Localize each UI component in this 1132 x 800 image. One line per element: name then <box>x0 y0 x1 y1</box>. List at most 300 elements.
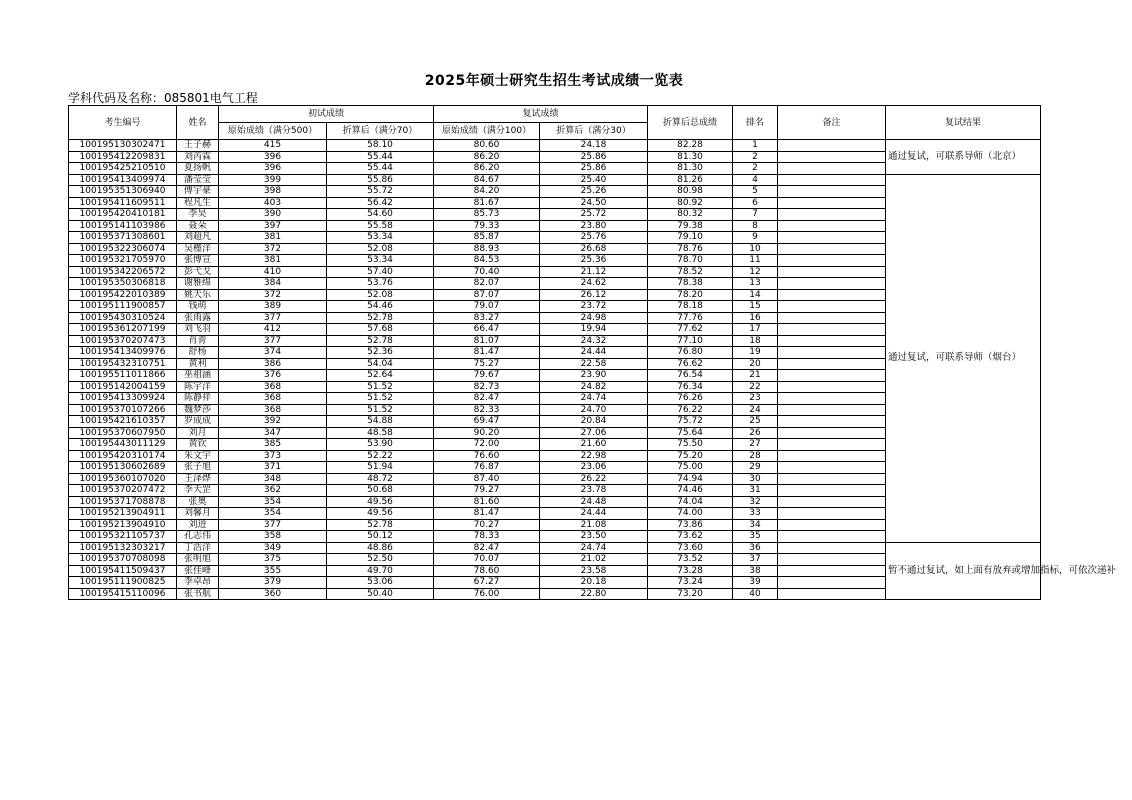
rank-cell: 11 <box>733 255 778 267</box>
note-cell <box>778 393 886 405</box>
student-name-cell: 张书航 <box>177 588 219 600</box>
prelim-scaled-cell: 54.46 <box>327 301 434 313</box>
retest-scaled-cell: 25.86 <box>540 163 648 175</box>
note-cell <box>778 439 886 451</box>
header-id: 考生编号 <box>69 106 177 140</box>
prelim-raw-cell: 381 <box>219 232 327 244</box>
total-score-cell: 75.20 <box>648 450 733 462</box>
subject-line: 学科代码及名称：085801电气工程 <box>68 91 258 105</box>
prelim-scaled-cell: 52.22 <box>327 450 434 462</box>
prelim-raw-cell: 396 <box>219 163 327 175</box>
student-name-cell: 张佳峰 <box>177 565 219 577</box>
header-total: 折算后总成绩 <box>648 106 733 140</box>
retest-scaled-cell: 26.22 <box>540 473 648 485</box>
prelim-scaled-cell: 54.88 <box>327 416 434 428</box>
student-id-cell: 100195370708098 <box>69 554 177 566</box>
total-score-cell: 78.38 <box>648 278 733 290</box>
prelim-scaled-cell: 50.68 <box>327 485 434 497</box>
note-cell <box>778 186 886 198</box>
prelim-scaled-cell: 52.78 <box>327 335 434 347</box>
student-name-cell: 彭弋戈 <box>177 266 219 278</box>
retest-raw-cell: 79.27 <box>434 485 540 497</box>
student-id-cell: 100195132303217 <box>69 542 177 554</box>
student-name-cell: 刘飞羽 <box>177 324 219 336</box>
total-score-cell: 75.72 <box>648 416 733 428</box>
note-cell <box>778 278 886 290</box>
rank-cell: 29 <box>733 462 778 474</box>
prelim-scaled-cell: 51.52 <box>327 404 434 416</box>
total-score-cell: 78.70 <box>648 255 733 267</box>
retest-scaled-cell: 20.18 <box>540 577 648 589</box>
total-score-cell: 76.22 <box>648 404 733 416</box>
total-score-cell: 77.62 <box>648 324 733 336</box>
retest-raw-cell: 79.07 <box>434 301 540 313</box>
rank-cell: 20 <box>733 358 778 370</box>
retest-raw-cell: 81.47 <box>434 508 540 520</box>
rank-cell: 35 <box>733 531 778 543</box>
total-score-cell: 75.50 <box>648 439 733 451</box>
total-score-cell: 76.34 <box>648 381 733 393</box>
header-prelim-scaled: 折算后（满分70） <box>327 123 434 140</box>
rank-cell: 12 <box>733 266 778 278</box>
rank-cell: 5 <box>733 186 778 198</box>
student-id-cell: 100195350306818 <box>69 278 177 290</box>
student-name-cell: 肖青 <box>177 335 219 347</box>
note-cell <box>778 197 886 209</box>
note-cell <box>778 577 886 589</box>
retest-raw-cell: 81.07 <box>434 335 540 347</box>
total-score-cell: 76.62 <box>648 358 733 370</box>
retest-scaled-cell: 24.62 <box>540 278 648 290</box>
prelim-scaled-cell: 53.76 <box>327 278 434 290</box>
retest-raw-cell: 80.60 <box>434 140 540 152</box>
retest-scaled-cell: 21.12 <box>540 266 648 278</box>
note-cell <box>778 519 886 531</box>
prelim-scaled-cell: 55.72 <box>327 186 434 198</box>
note-cell <box>778 312 886 324</box>
student-name-cell: 魏梦莎 <box>177 404 219 416</box>
student-id-cell: 100195342206572 <box>69 266 177 278</box>
prelim-raw-cell: 362 <box>219 485 327 497</box>
prelim-raw-cell: 368 <box>219 381 327 393</box>
student-id-cell: 100195142004159 <box>69 381 177 393</box>
student-id-cell: 100195111900857 <box>69 301 177 313</box>
prelim-raw-cell: 377 <box>219 519 327 531</box>
student-id-cell: 100195370207473 <box>69 335 177 347</box>
prelim-raw-cell: 396 <box>219 151 327 163</box>
prelim-scaled-cell: 49.70 <box>327 565 434 577</box>
retest-scaled-cell: 19.94 <box>540 324 648 336</box>
total-score-cell: 79.38 <box>648 220 733 232</box>
retest-raw-cell: 83.27 <box>434 312 540 324</box>
retest-raw-cell: 84.67 <box>434 174 540 186</box>
note-cell <box>778 427 886 439</box>
student-id-cell: 100195371308601 <box>69 232 177 244</box>
rank-cell: 9 <box>733 232 778 244</box>
total-score-cell: 82.28 <box>648 140 733 152</box>
rank-cell: 6 <box>733 197 778 209</box>
student-name-cell: 程凡生 <box>177 197 219 209</box>
student-name-cell: 罗成成 <box>177 416 219 428</box>
note-cell <box>778 496 886 508</box>
retest-scaled-cell: 24.98 <box>540 312 648 324</box>
retest-raw-cell: 81.60 <box>434 496 540 508</box>
prelim-scaled-cell: 52.50 <box>327 554 434 566</box>
prelim-scaled-cell: 50.12 <box>327 531 434 543</box>
note-cell <box>778 358 886 370</box>
prelim-raw-cell: 410 <box>219 266 327 278</box>
prelim-raw-cell: 348 <box>219 473 327 485</box>
retest-scaled-cell: 24.44 <box>540 347 648 359</box>
retest-scaled-cell: 25.26 <box>540 186 648 198</box>
retest-raw-cell: 70.07 <box>434 554 540 566</box>
student-id-cell: 100195213904910 <box>69 519 177 531</box>
rank-cell: 23 <box>733 393 778 405</box>
prelim-raw-cell: 374 <box>219 347 327 359</box>
prelim-scaled-cell: 50.40 <box>327 588 434 600</box>
retest-raw-cell: 78.33 <box>434 531 540 543</box>
retest-raw-cell: 79.33 <box>434 220 540 232</box>
student-id-cell: 100195430310524 <box>69 312 177 324</box>
note-cell <box>778 151 886 163</box>
retest-raw-cell: 90.20 <box>434 427 540 439</box>
prelim-scaled-cell: 51.52 <box>327 381 434 393</box>
total-score-cell: 77.76 <box>648 312 733 324</box>
student-id-cell: 100195412209831 <box>69 151 177 163</box>
retest-raw-cell: 87.07 <box>434 289 540 301</box>
note-cell <box>778 542 886 554</box>
prelim-raw-cell: 397 <box>219 220 327 232</box>
note-cell <box>778 140 886 152</box>
retest-scaled-cell: 21.60 <box>540 439 648 451</box>
retest-scaled-cell: 23.50 <box>540 531 648 543</box>
prelim-raw-cell: 392 <box>219 416 327 428</box>
student-id-cell: 100195413409976 <box>69 347 177 359</box>
prelim-raw-cell: 368 <box>219 404 327 416</box>
student-id-cell: 100195111900825 <box>69 577 177 589</box>
rank-cell: 16 <box>733 312 778 324</box>
rank-cell: 7 <box>733 209 778 221</box>
total-score-cell: 80.98 <box>648 186 733 198</box>
note-cell <box>778 473 886 485</box>
student-name-cell: 聂朵 <box>177 220 219 232</box>
prelim-scaled-cell: 55.86 <box>327 174 434 186</box>
student-name-cell: 张子旭 <box>177 462 219 474</box>
prelim-raw-cell: 373 <box>219 450 327 462</box>
prelim-raw-cell: 347 <box>219 427 327 439</box>
prelim-raw-cell: 355 <box>219 565 327 577</box>
student-id-cell: 100195421610357 <box>69 416 177 428</box>
student-id-cell: 100195422010389 <box>69 289 177 301</box>
prelim-raw-cell: 398 <box>219 186 327 198</box>
prelim-raw-cell: 389 <box>219 301 327 313</box>
total-score-cell: 80.92 <box>648 197 733 209</box>
prelim-scaled-cell: 48.58 <box>327 427 434 439</box>
student-name-cell: 王子赫 <box>177 140 219 152</box>
retest-raw-cell: 66.47 <box>434 324 540 336</box>
total-score-cell: 73.60 <box>648 542 733 554</box>
note-cell <box>778 232 886 244</box>
note-cell <box>778 347 886 359</box>
note-cell <box>778 462 886 474</box>
retest-scaled-cell: 24.74 <box>540 542 648 554</box>
note-cell <box>778 450 886 462</box>
student-name-cell: 姚天乐 <box>177 289 219 301</box>
total-score-cell: 81.26 <box>648 174 733 186</box>
note-cell <box>778 209 886 221</box>
prelim-raw-cell: 358 <box>219 531 327 543</box>
prelim-raw-cell: 385 <box>219 439 327 451</box>
rank-cell: 25 <box>733 416 778 428</box>
prelim-scaled-cell: 56.42 <box>327 197 434 209</box>
prelim-raw-cell: 360 <box>219 588 327 600</box>
rank-cell: 32 <box>733 496 778 508</box>
rank-cell: 19 <box>733 347 778 359</box>
total-score-cell: 74.94 <box>648 473 733 485</box>
header-prelim-raw: 原始成绩（满分500） <box>219 123 327 140</box>
prelim-scaled-cell: 49.56 <box>327 496 434 508</box>
total-score-cell: 78.20 <box>648 289 733 301</box>
total-score-cell: 79.10 <box>648 232 733 244</box>
prelim-scaled-cell: 51.94 <box>327 462 434 474</box>
note-cell <box>778 255 886 267</box>
student-name-cell: 陈宇洋 <box>177 381 219 393</box>
total-score-cell: 75.64 <box>648 427 733 439</box>
note-cell <box>778 335 886 347</box>
student-id-cell: 100195511011866 <box>69 370 177 382</box>
total-score-cell: 78.52 <box>648 266 733 278</box>
prelim-scaled-cell: 53.34 <box>327 232 434 244</box>
retest-scaled-cell: 24.32 <box>540 335 648 347</box>
header-rank: 排名 <box>733 106 778 140</box>
retest-scaled-cell: 22.58 <box>540 358 648 370</box>
prelim-raw-cell: 386 <box>219 358 327 370</box>
total-score-cell: 73.20 <box>648 588 733 600</box>
rank-cell: 38 <box>733 565 778 577</box>
note-cell <box>778 565 886 577</box>
rank-cell: 14 <box>733 289 778 301</box>
student-name-cell: 朱文宇 <box>177 450 219 462</box>
retest-raw-cell: 82.47 <box>434 393 540 405</box>
retest-raw-cell: 87.40 <box>434 473 540 485</box>
retest-raw-cell: 82.07 <box>434 278 540 290</box>
retest-scaled-cell: 20.84 <box>540 416 648 428</box>
student-id-cell: 100195443011129 <box>69 439 177 451</box>
prelim-raw-cell: 379 <box>219 577 327 589</box>
student-name-cell: 张雨露 <box>177 312 219 324</box>
retest-scaled-cell: 25.72 <box>540 209 648 221</box>
student-name-cell: 谢雅绵 <box>177 278 219 290</box>
retest-raw-cell: 86.20 <box>434 151 540 163</box>
rank-cell: 21 <box>733 370 778 382</box>
header-retest-group: 复试成绩 <box>434 106 648 123</box>
total-score-cell: 81.30 <box>648 151 733 163</box>
prelim-raw-cell: 376 <box>219 370 327 382</box>
retest-raw-cell: 76.87 <box>434 462 540 474</box>
total-score-cell: 73.52 <box>648 554 733 566</box>
rank-cell: 13 <box>733 278 778 290</box>
retest-scaled-cell: 24.70 <box>540 404 648 416</box>
prelim-scaled-cell: 48.72 <box>327 473 434 485</box>
total-score-cell: 78.76 <box>648 243 733 255</box>
student-id-cell: 100195413309924 <box>69 393 177 405</box>
student-name-cell: 李天罡 <box>177 485 219 497</box>
retest-scaled-cell: 22.98 <box>540 450 648 462</box>
student-name-cell: 刘馨月 <box>177 508 219 520</box>
note-cell <box>778 324 886 336</box>
rank-cell: 1 <box>733 140 778 152</box>
total-score-cell: 78.18 <box>648 301 733 313</box>
student-name-cell: 黄钦 <box>177 439 219 451</box>
total-score-cell: 81.30 <box>648 163 733 175</box>
student-id-cell: 100195420410181 <box>69 209 177 221</box>
prelim-raw-cell: 354 <box>219 508 327 520</box>
note-cell <box>778 416 886 428</box>
total-score-cell: 73.28 <box>648 565 733 577</box>
student-id-cell: 100195351306940 <box>69 186 177 198</box>
retest-scaled-cell: 21.02 <box>540 554 648 566</box>
student-name-cell: 黄利 <box>177 358 219 370</box>
student-id-cell: 100195360107020 <box>69 473 177 485</box>
retest-raw-cell: 70.27 <box>434 519 540 531</box>
retest-scaled-cell: 22.80 <box>540 588 648 600</box>
prelim-scaled-cell: 54.60 <box>327 209 434 221</box>
prelim-raw-cell: 415 <box>219 140 327 152</box>
retest-scaled-cell: 23.90 <box>540 370 648 382</box>
student-id-cell: 100195130302471 <box>69 140 177 152</box>
rank-cell: 24 <box>733 404 778 416</box>
retest-scaled-cell: 25.36 <box>540 255 648 267</box>
retest-scaled-cell: 23.78 <box>540 485 648 497</box>
retest-raw-cell: 75.27 <box>434 358 540 370</box>
note-cell <box>778 301 886 313</box>
student-id-cell: 100195415110096 <box>69 588 177 600</box>
rank-cell: 30 <box>733 473 778 485</box>
retest-scaled-cell: 24.50 <box>540 197 648 209</box>
header-retest-scaled: 折算后（满分30） <box>540 123 648 140</box>
prelim-scaled-cell: 53.90 <box>327 439 434 451</box>
retest-raw-cell: 82.47 <box>434 542 540 554</box>
header-prelim-group: 初试成绩 <box>219 106 434 123</box>
header-name: 姓名 <box>177 106 219 140</box>
retest-raw-cell: 82.73 <box>434 381 540 393</box>
retest-scaled-cell: 23.80 <box>540 220 648 232</box>
total-score-cell: 77.10 <box>648 335 733 347</box>
retest-scaled-cell: 24.18 <box>540 140 648 152</box>
retest-raw-cell: 79.67 <box>434 370 540 382</box>
prelim-scaled-cell: 55.44 <box>327 151 434 163</box>
note-cell <box>778 485 886 497</box>
retest-scaled-cell: 24.74 <box>540 393 648 405</box>
prelim-raw-cell: 377 <box>219 312 327 324</box>
result-cell: 通过复试，可联系导师（烟台） <box>886 174 1041 542</box>
prelim-raw-cell: 390 <box>219 209 327 221</box>
retest-scaled-cell: 25.86 <box>540 151 648 163</box>
student-name-cell: 钱萌 <box>177 301 219 313</box>
prelim-scaled-cell: 55.58 <box>327 220 434 232</box>
retest-raw-cell: 72.00 <box>434 439 540 451</box>
student-id-cell: 100195321105737 <box>69 531 177 543</box>
prelim-scaled-cell: 52.08 <box>327 243 434 255</box>
student-name-cell: 李卓昂 <box>177 577 219 589</box>
retest-raw-cell: 70.40 <box>434 266 540 278</box>
student-name-cell: 王泽烨 <box>177 473 219 485</box>
retest-raw-cell: 76.60 <box>434 450 540 462</box>
retest-raw-cell: 84.20 <box>434 186 540 198</box>
retest-scaled-cell: 25.76 <box>540 232 648 244</box>
note-cell <box>778 163 886 175</box>
student-id-cell: 100195370607950 <box>69 427 177 439</box>
prelim-raw-cell: 399 <box>219 174 327 186</box>
student-id-cell: 100195411509437 <box>69 565 177 577</box>
student-id-cell: 100195213904911 <box>69 508 177 520</box>
note-cell <box>778 531 886 543</box>
retest-raw-cell: 81.67 <box>434 197 540 209</box>
prelim-scaled-cell: 51.52 <box>327 393 434 405</box>
retest-scaled-cell: 24.48 <box>540 496 648 508</box>
prelim-raw-cell: 371 <box>219 462 327 474</box>
student-name-cell: 刘进 <box>177 519 219 531</box>
student-name-cell: 夏扬帆 <box>177 163 219 175</box>
prelim-raw-cell: 354 <box>219 496 327 508</box>
retest-raw-cell: 69.47 <box>434 416 540 428</box>
retest-scaled-cell: 23.72 <box>540 301 648 313</box>
total-score-cell: 74.00 <box>648 508 733 520</box>
retest-scaled-cell: 24.82 <box>540 381 648 393</box>
rank-cell: 40 <box>733 588 778 600</box>
table-row <box>69 140 1041 152</box>
retest-scaled-cell: 27.06 <box>540 427 648 439</box>
rank-cell: 15 <box>733 301 778 313</box>
prelim-scaled-cell: 49.56 <box>327 508 434 520</box>
student-name-cell: 孔志伟 <box>177 531 219 543</box>
student-name-cell: 潘莹莹 <box>177 174 219 186</box>
prelim-scaled-cell: 52.78 <box>327 519 434 531</box>
prelim-raw-cell: 384 <box>219 278 327 290</box>
header-note: 备注 <box>778 106 886 140</box>
retest-raw-cell: 76.00 <box>434 588 540 600</box>
rank-cell: 18 <box>733 335 778 347</box>
prelim-scaled-cell: 55.44 <box>327 163 434 175</box>
student-name-cell: 李昊 <box>177 209 219 221</box>
rank-cell: 2 <box>733 163 778 175</box>
rank-cell: 27 <box>733 439 778 451</box>
total-score-cell: 76.80 <box>648 347 733 359</box>
retest-raw-cell: 86.20 <box>434 163 540 175</box>
student-id-cell: 100195361207199 <box>69 324 177 336</box>
retest-scaled-cell: 23.06 <box>540 462 648 474</box>
student-name-cell: 张奥 <box>177 496 219 508</box>
student-id-cell: 100195322306074 <box>69 243 177 255</box>
rank-cell: 33 <box>733 508 778 520</box>
table-row <box>69 542 1041 554</box>
prelim-raw-cell: 372 <box>219 243 327 255</box>
total-score-cell: 80.32 <box>648 209 733 221</box>
retest-raw-cell: 85.87 <box>434 232 540 244</box>
retest-scaled-cell: 25.40 <box>540 174 648 186</box>
student-id-cell: 100195411609511 <box>69 197 177 209</box>
student-id-cell: 100195141103986 <box>69 220 177 232</box>
student-name-cell: 巫祖涵 <box>177 370 219 382</box>
retest-raw-cell: 78.60 <box>434 565 540 577</box>
results-body <box>69 140 1117 600</box>
total-score-cell: 73.24 <box>648 577 733 589</box>
prelim-raw-cell: 375 <box>219 554 327 566</box>
rank-cell: 36 <box>733 542 778 554</box>
prelim-scaled-cell: 52.08 <box>327 289 434 301</box>
prelim-scaled-cell: 54.04 <box>327 358 434 370</box>
student-id-cell: 100195130602689 <box>69 462 177 474</box>
